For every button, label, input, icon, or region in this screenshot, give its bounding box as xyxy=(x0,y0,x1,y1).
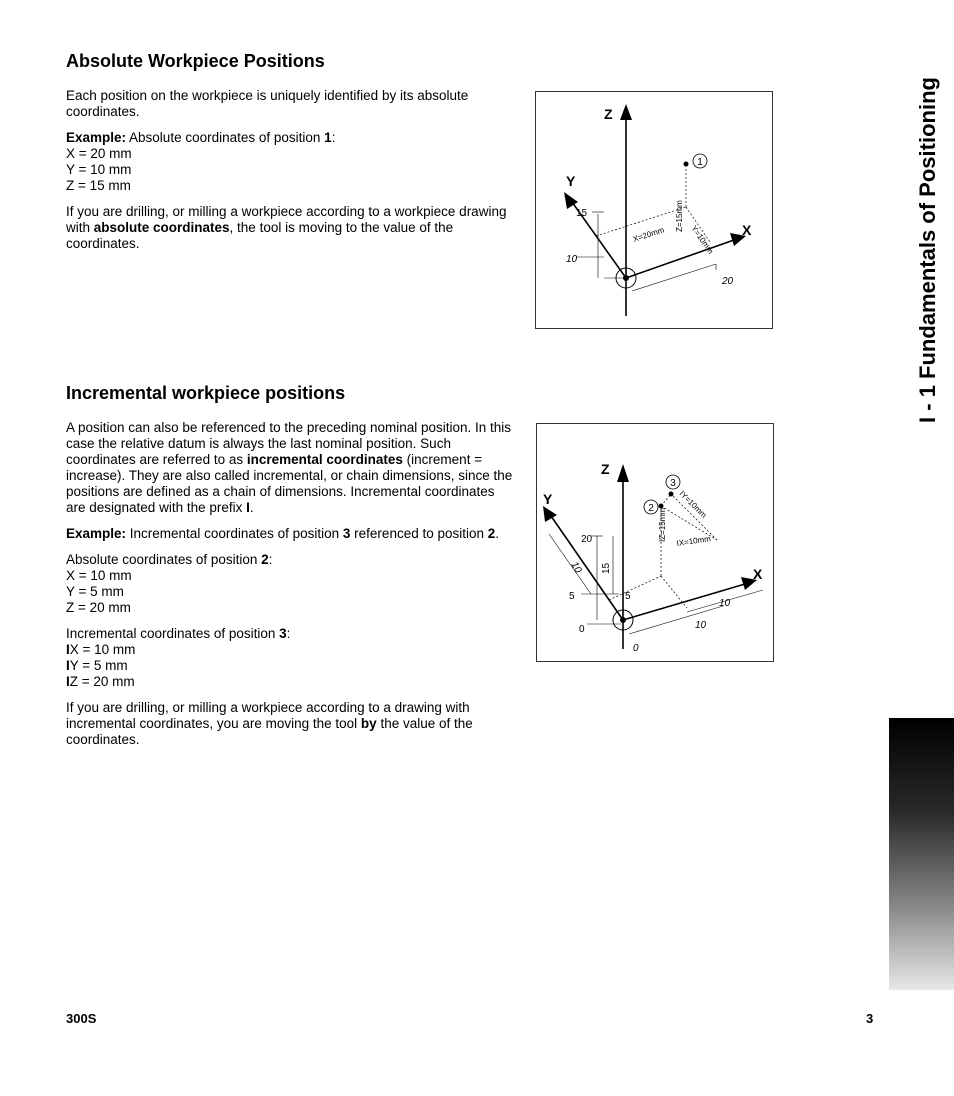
abs-label: Absolute coordinates of position xyxy=(66,552,262,567)
pos-2-label: 2 xyxy=(648,503,654,514)
inc-prefix-x: I xyxy=(66,642,70,657)
inc-prefix-y: I xyxy=(66,658,70,673)
heading-absolute: Absolute Workpiece Positions xyxy=(66,51,325,71)
inc-example-end: . xyxy=(495,526,500,541)
incremental-abs xyxy=(66,552,514,616)
inc-drill-bold: by xyxy=(360,716,377,731)
inc-pos: 3 xyxy=(279,626,287,641)
incremental-text xyxy=(66,420,514,758)
inc-example-text: Incremental coordinates of position xyxy=(126,526,343,541)
abs-y: Y = 10 mm xyxy=(66,162,132,177)
pos-1-label: 1 xyxy=(697,157,703,168)
axis-z-label: Z xyxy=(604,106,613,122)
axis-z-label-2: Z xyxy=(601,461,610,477)
absolute-example xyxy=(66,130,516,194)
tick-20: 20 xyxy=(722,276,734,287)
inc-abs-z: Z = 20 mm xyxy=(66,600,131,615)
tick-10-x-top: 10 xyxy=(719,598,731,609)
dim-ix-label: IX=10mm xyxy=(676,534,712,548)
axis-y-label: Y xyxy=(566,173,576,189)
intro-prefix: I xyxy=(246,500,250,515)
inc-example-pos3: 3 xyxy=(342,526,351,541)
inc-z: Z = 20 mm xyxy=(69,674,135,689)
example-colon: : xyxy=(331,130,336,145)
figure-incremental xyxy=(536,423,774,662)
tick-10-x-bottom: 10 xyxy=(695,620,707,631)
drill-post: , the tool is moving to the value of the coordinates. xyxy=(66,220,454,251)
tick-5-right: 5 xyxy=(625,591,631,602)
incremental-intro xyxy=(66,420,514,516)
pos-3-label: 3 xyxy=(670,478,676,489)
heading-incremental: Incremental workpiece positions xyxy=(66,383,346,403)
absolute-coordinates-diagram xyxy=(536,92,772,328)
inc-prefix-z: I xyxy=(66,674,70,689)
incremental-drill xyxy=(66,700,514,748)
tick-15-2: 15 xyxy=(601,562,612,574)
inc-x: X = 10 mm xyxy=(69,642,136,657)
axis-x-label: X xyxy=(742,222,752,238)
intro-end: . xyxy=(249,500,254,515)
intro-bold: incremental coordinates xyxy=(246,452,403,467)
axis-x-label-2: X xyxy=(753,566,763,582)
dim-iy-label: IY=10mm xyxy=(677,489,709,520)
inc-label: Incremental coordinates of position xyxy=(66,626,280,641)
inc-example-pos2: 2 xyxy=(487,526,496,541)
tick-10: 10 xyxy=(566,254,578,265)
intro-pre: A position can also be referenced to the preceding nominal position. In this case the relative datum is always the last nominal position. Such coordinates are referred to as xyxy=(66,420,512,467)
inc-y: Y = 5 mm xyxy=(69,658,128,673)
absolute-intro: Each position on the workpiece is uniquely identified by its absolute coordinates. xyxy=(66,88,469,119)
axis-y-label-2: Y xyxy=(543,491,553,507)
drill-pre: If you are drilling, or milling a workpiece according to a workpiece drawing with xyxy=(66,204,507,235)
chapter-thumb-tab xyxy=(889,718,954,990)
footer-model: 300S xyxy=(66,1011,97,1026)
tick-15: 15 xyxy=(576,208,588,219)
inc-drill-post: the value of the coordinates. xyxy=(66,716,473,747)
dim-z-label: Z=15mm xyxy=(675,200,684,232)
abs-z: Z = 15 mm xyxy=(66,178,131,193)
inc-abs-x: X = 10 mm xyxy=(66,568,132,583)
tick-20-2: 20 xyxy=(581,534,593,545)
inc-drill-pre: If you are drilling, or milling a workpiece according to a drawing with incremental coordinates, you are moving the tool xyxy=(66,700,470,731)
incremental-inc xyxy=(66,626,514,690)
dim-x-label: X=20mm xyxy=(631,225,666,244)
chapter-side-title: I - 1 Fundamentals of Positioning xyxy=(915,77,940,423)
example-pos: 1 xyxy=(324,130,332,145)
inc-colon: : xyxy=(286,626,291,641)
abs-colon: : xyxy=(268,552,273,567)
inc-example-label: Example: xyxy=(66,526,127,541)
tick-0-bottom: 0 xyxy=(633,643,639,654)
footer-page-number: 3 xyxy=(866,1011,874,1026)
tick-10-y: 10 xyxy=(568,560,584,576)
incremental-coordinates-diagram xyxy=(537,424,773,661)
inc-example-mid: referenced to position xyxy=(350,526,488,541)
abs-x: X = 20 mm xyxy=(66,146,132,161)
figure-absolute xyxy=(535,91,773,329)
drill-bold: absolute coordinates xyxy=(93,220,230,235)
dim-y-label: Y=10mm xyxy=(689,223,716,256)
dim-iz-label: IZ=15mm xyxy=(658,507,667,542)
incremental-example xyxy=(66,526,514,542)
tick-0-left: 0 xyxy=(579,624,585,635)
tick-5-left: 5 xyxy=(569,591,575,602)
intro-post: (increment = increase). They are also called incremental, or chain dimensions, since the positions are defined as a chain of dimensions. Incremental coordinates are designated with the prefix xyxy=(66,452,513,515)
absolute-text xyxy=(66,88,516,262)
example-label: Example: xyxy=(66,130,127,145)
absolute-drill xyxy=(66,204,516,252)
inc-abs-y: Y = 5 mm xyxy=(66,584,124,599)
example-text: Absolute coordinates of position xyxy=(126,130,325,145)
abs-pos: 2 xyxy=(261,552,269,567)
